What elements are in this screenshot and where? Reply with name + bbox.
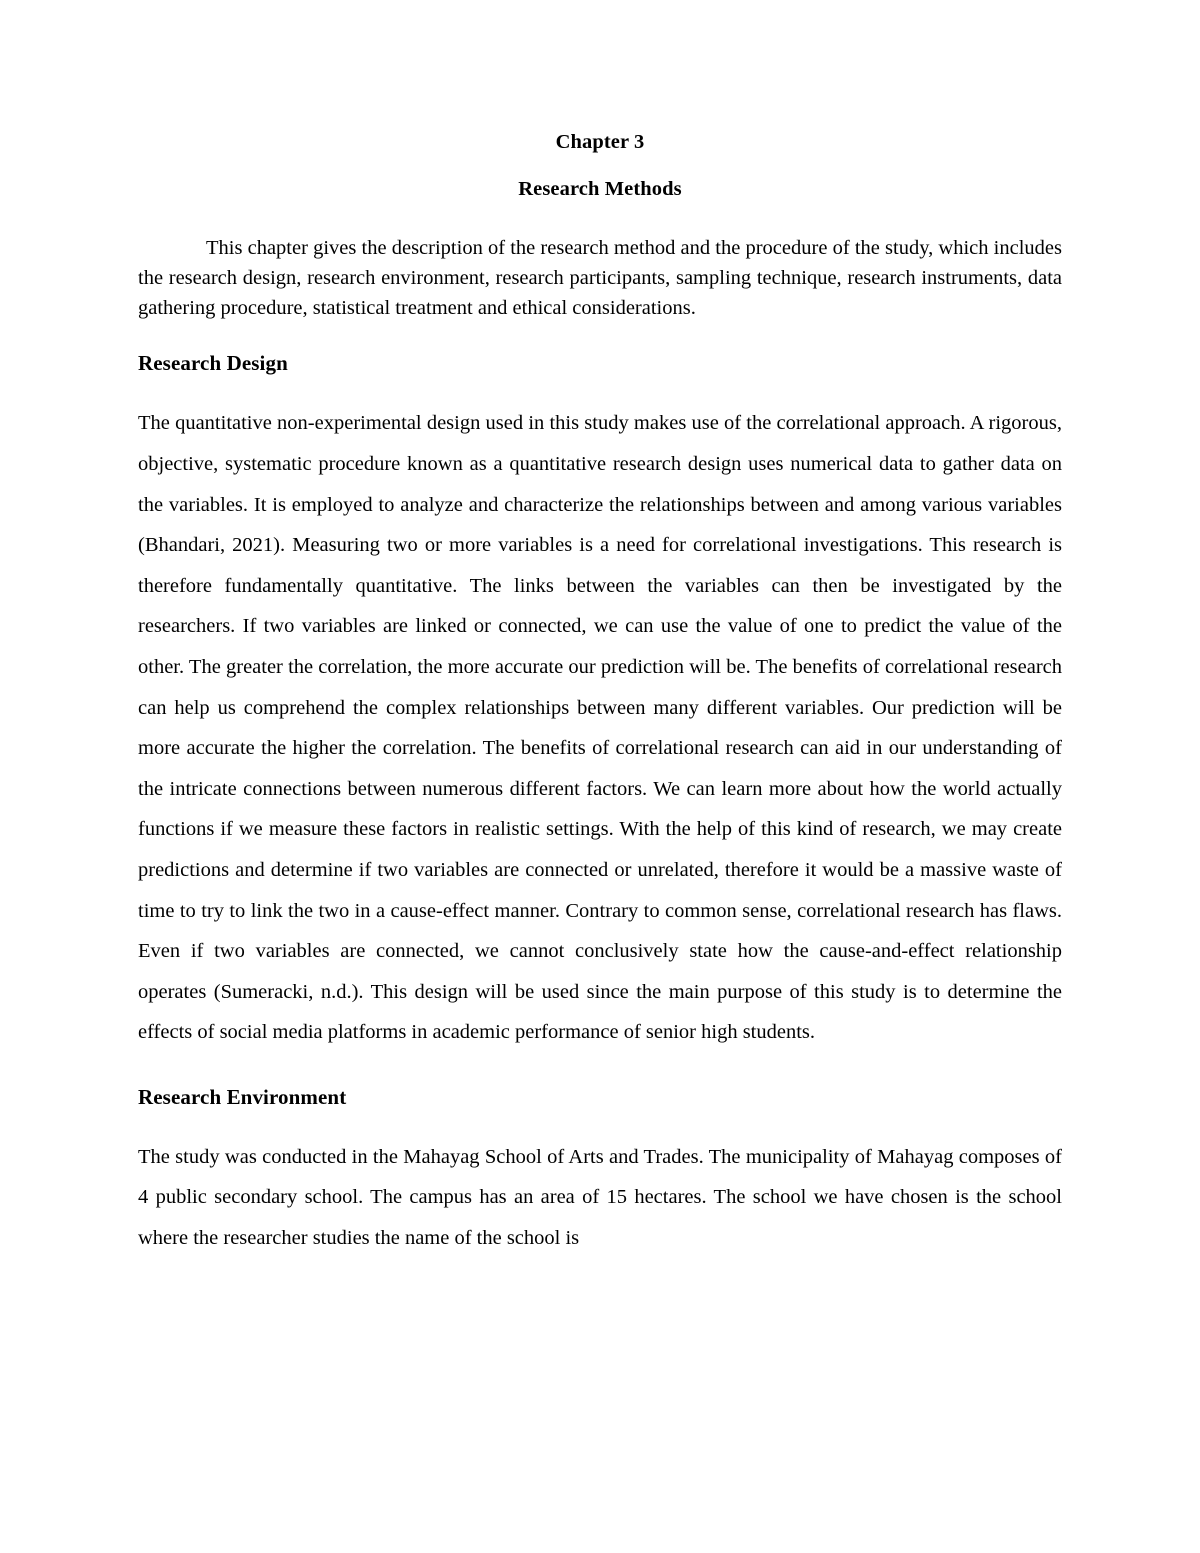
chapter-title: Chapter 3 (555, 131, 645, 153)
section-heading-research-environment: Research Environment (138, 1084, 347, 1109)
chapter-subtitle: Research Methods (518, 177, 682, 200)
intro-paragraph: This chapter gives the description of the research method and the procedure of the study, which includes the research design, research environment, research participants, sampling technique, research instruments, data gathering procedure, statistical treatment and ethical considerations. (138, 237, 1062, 320)
document-content (138, 132, 1062, 1259)
section-paragraph-research-design: The quantitative non-experimental design used in this study makes use of the correlational approach. A rigorous, objective, systematic procedure known as a quantitative research design uses numerical data to gather data on the variables. It is employed to analyze and characterize the relationships between and among various variables (Bhandari, 2021). Measuring two or more variables is a need for correlational investigations. This research is therefore fundamentally quantitative. The links between the variables can then be investigated by the researchers. If two variables are linked or connected, we can use the value of one to predict the value of the other. The greater the correlation, the more accurate our prediction will be. The benefits of correlational research can help us comprehend the complex relationships between many different variables. Our prediction will be more accurate the higher the correlation. The benefits of correlational research can aid in our understanding of the intricate connections between numerous different factors. We can learn more about how the world actually functions if we measure these factors in realistic settings. With the help of this kind of research, we may create predictions and determine if two variables are connected or unrelated, therefore it would be a massive waste of time to try to link the two in a cause-effect manner. Contrary to common sense, correlational research has flaws. Even if two variables are connected, we cannot conclusively state how the cause-and-effect relationship operates (Sumeracki, n.d.). This design will be used since the main purpose of this study is to determine the effects of social media platforms in academic performance of senior high students. (138, 412, 1062, 1044)
section-heading-research-design: Research Design (138, 351, 288, 376)
section-paragraph-research-environment: The study was conducted in the Mahayag School of Arts and Trades. The municipality of Mahayag composes of 4 public secondary school. The campus has an area of 15 hectares. The school we have chosen is the school where the researcher studies the name of the school is (138, 1145, 1062, 1250)
